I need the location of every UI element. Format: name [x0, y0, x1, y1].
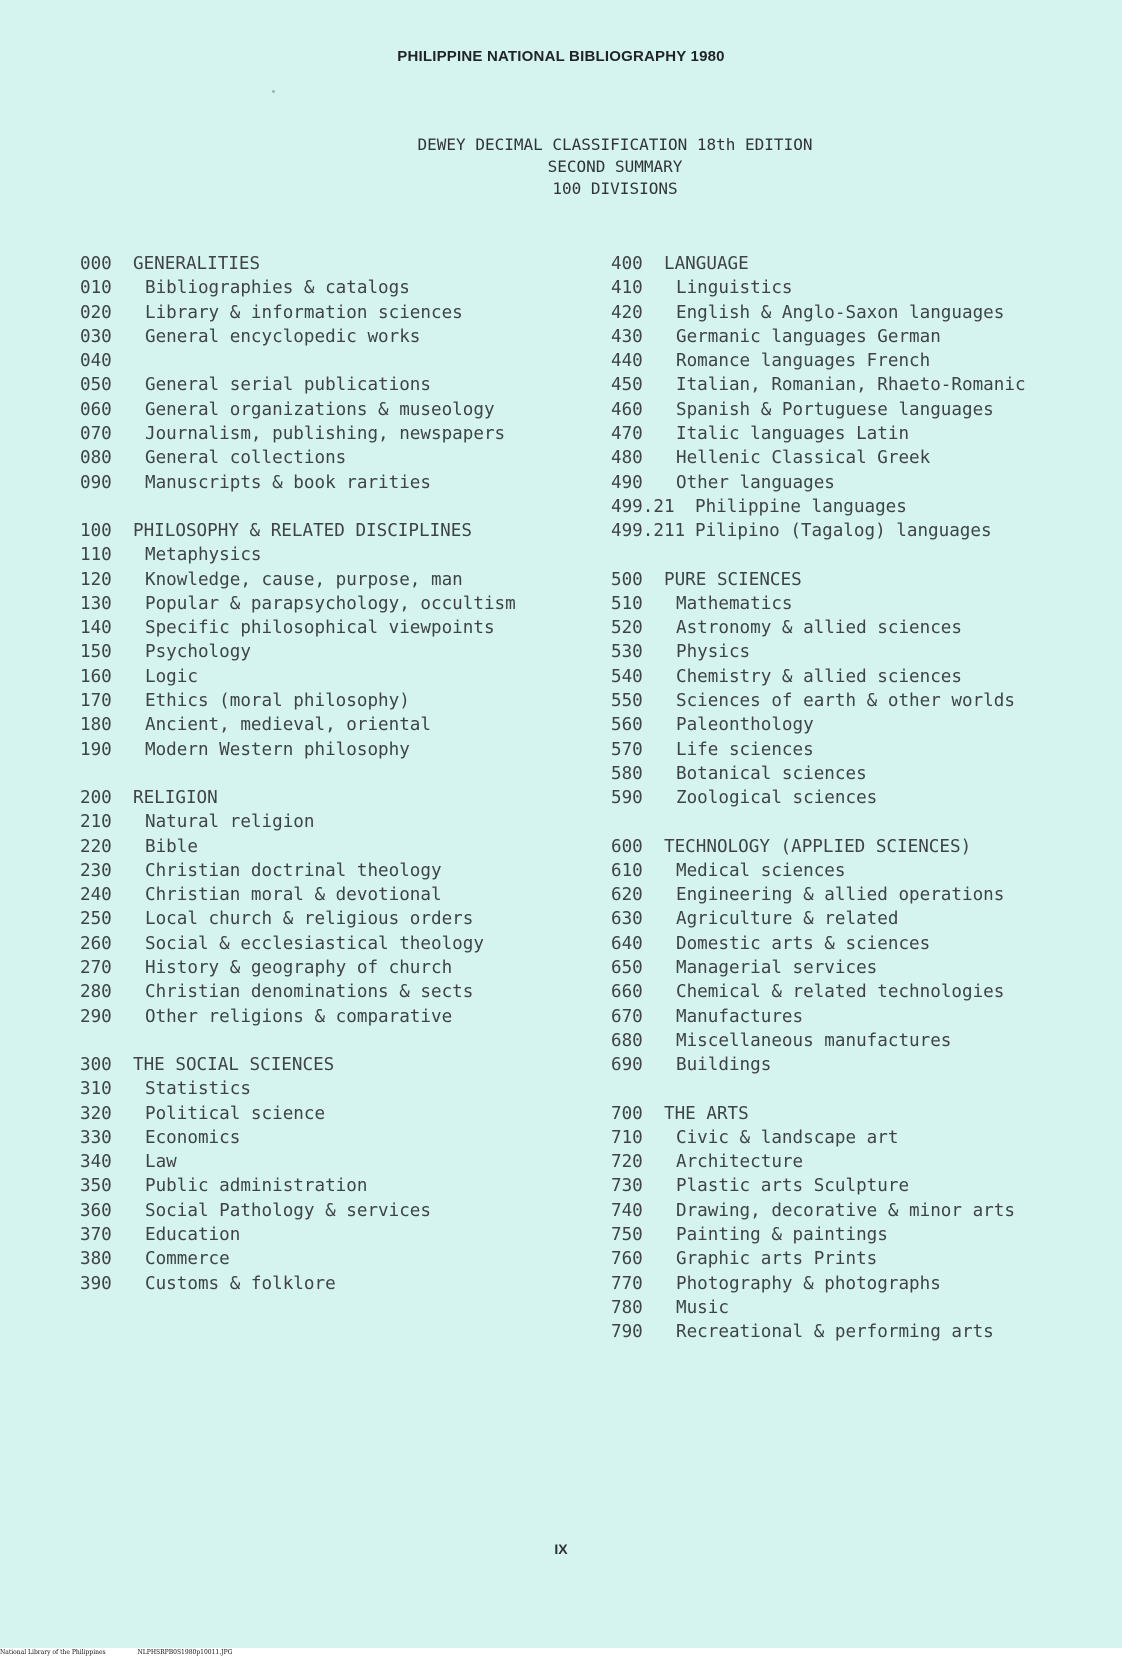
class-group	[80, 1053, 580, 1296]
division-row	[80, 1102, 580, 1126]
class-code: 720	[611, 1152, 643, 1173]
class-code: 110	[80, 545, 112, 566]
class-label: Ethics (moral philosophy)	[145, 691, 410, 712]
division-row	[80, 883, 580, 907]
class-code: 499.211	[611, 521, 686, 542]
class-label: Botanical sciences	[676, 763, 867, 784]
division-row	[80, 738, 580, 762]
class-code: 440	[611, 351, 643, 372]
division-row	[80, 422, 580, 446]
class-label: Statistics	[145, 1079, 251, 1100]
division-row	[611, 859, 1111, 883]
class-code: 090	[80, 472, 112, 493]
division-row	[80, 640, 580, 664]
class-label: Astronomy & allied sciences	[676, 618, 962, 639]
class-label: Sciences of earth & other worlds	[676, 691, 1015, 712]
class-label: English & Anglo-Saxon languages	[676, 302, 1005, 323]
left-column	[80, 252, 580, 1320]
class-code: 240	[80, 885, 112, 906]
class-label: Music	[676, 1297, 729, 1318]
division-row	[611, 519, 1111, 543]
class-code: 200	[80, 787, 112, 808]
division-row	[611, 446, 1111, 470]
class-code: 590	[611, 788, 643, 809]
class-code: 660	[611, 982, 643, 1003]
class-code: 640	[611, 933, 643, 954]
class-label: History & geography of church	[145, 958, 453, 979]
main-class-row	[611, 568, 1111, 592]
class-code: 480	[611, 448, 643, 469]
class-code: 690	[611, 1055, 643, 1076]
main-class-row	[80, 252, 580, 276]
class-label: Christian denominations & sects	[145, 982, 474, 1003]
class-code: 570	[611, 739, 643, 760]
class-label: General serial publications	[145, 375, 431, 396]
class-code: 210	[80, 812, 112, 833]
division-row	[611, 1150, 1111, 1174]
class-code: 120	[80, 569, 112, 590]
class-label: Hellenic Classical Greek	[676, 448, 931, 469]
class-code: 060	[80, 399, 112, 420]
division-row	[611, 1005, 1111, 1029]
division-row	[611, 1053, 1111, 1077]
class-label: PHILOSOPHY & RELATED DISCIPLINES	[133, 520, 472, 541]
main-class-row	[80, 1053, 580, 1077]
division-row	[611, 301, 1111, 325]
class-code: 170	[80, 691, 112, 712]
class-label: Drawing, decorative & minor arts	[676, 1200, 1015, 1221]
class-label: Medical sciences	[676, 860, 846, 881]
class-code: 340	[80, 1152, 112, 1173]
right-column	[611, 252, 1111, 1368]
class-code: 500	[611, 569, 643, 590]
class-code: 360	[80, 1200, 112, 1221]
class-label: Education	[145, 1224, 241, 1245]
class-code: 020	[80, 302, 112, 323]
class-label: Painting & paintings	[676, 1224, 888, 1245]
title-line: DEWEY DECIMAL CLASSIFICATION 18th EDITION	[417, 135, 813, 154]
running-header: PHILIPPINE NATIONAL BIBLIOGRAPHY 1980	[397, 48, 725, 65]
division-row	[611, 907, 1111, 931]
class-label: Italian, Romanian, Rhaeto-Romanic	[676, 375, 1026, 396]
class-code: 420	[611, 302, 643, 323]
division-row	[611, 1223, 1111, 1247]
class-label: THE SOCIAL SCIENCES	[133, 1054, 335, 1075]
class-label: Customs & folklore	[145, 1273, 336, 1294]
class-label: Psychology	[145, 642, 251, 663]
division-row	[611, 1272, 1111, 1296]
class-label: Natural religion	[145, 812, 315, 833]
division-row	[80, 398, 580, 422]
class-label: Specific philosophical viewpoints	[145, 618, 495, 639]
division-row	[611, 276, 1111, 300]
class-label: Bible	[145, 836, 198, 857]
division-row	[80, 713, 580, 737]
class-code: 760	[611, 1249, 643, 1270]
class-group	[611, 1102, 1111, 1345]
class-code: 030	[80, 326, 112, 347]
class-code: 780	[611, 1297, 643, 1318]
division-row	[80, 543, 580, 567]
class-code: 260	[80, 933, 112, 954]
class-label: Commerce	[145, 1249, 230, 1270]
class-label: General organizations & museology	[145, 399, 495, 420]
class-code: 450	[611, 375, 643, 396]
class-label: Political science	[145, 1103, 326, 1124]
class-code: 390	[80, 1273, 112, 1294]
class-label: Life sciences	[676, 739, 814, 760]
division-row	[611, 713, 1111, 737]
class-label: Plastic arts Sculpture	[676, 1176, 910, 1197]
division-row	[611, 471, 1111, 495]
division-row	[611, 956, 1111, 980]
page-number: IX	[554, 1541, 568, 1557]
class-code: 430	[611, 326, 643, 347]
class-label: Social & ecclesiastical theology	[145, 933, 484, 954]
class-label: Public administration	[145, 1176, 368, 1197]
class-code: 370	[80, 1224, 112, 1245]
division-row	[80, 1247, 580, 1271]
division-row	[611, 1247, 1111, 1271]
class-group	[80, 519, 580, 762]
division-row	[611, 786, 1111, 810]
class-label: Italic languages Latin	[676, 424, 910, 445]
scan-credit	[0, 1648, 1122, 1658]
class-code: 490	[611, 472, 643, 493]
class-label: Manufactures	[676, 1006, 804, 1027]
division-row	[611, 422, 1111, 446]
class-code: 300	[80, 1054, 112, 1075]
division-row	[80, 471, 580, 495]
class-label: Mathematics	[676, 593, 793, 614]
class-label: Other religions & comparative	[145, 1006, 453, 1027]
division-row	[611, 1029, 1111, 1053]
class-code: 130	[80, 593, 112, 614]
class-code: 790	[611, 1322, 643, 1343]
division-row	[611, 1174, 1111, 1198]
class-label: Spanish & Portuguese languages	[676, 399, 994, 420]
class-label: Linguistics	[676, 278, 793, 299]
class-label: Graphic arts Prints	[676, 1249, 878, 1270]
class-group	[80, 786, 580, 1029]
division-row	[611, 592, 1111, 616]
class-label: Chemistry & allied sciences	[676, 666, 962, 687]
class-code: 460	[611, 399, 643, 420]
class-code: 650	[611, 958, 643, 979]
class-code: 150	[80, 642, 112, 663]
class-code: 540	[611, 666, 643, 687]
class-label: Metaphysics	[145, 545, 262, 566]
division-row	[80, 956, 580, 980]
division-row	[80, 1223, 580, 1247]
division-row	[611, 980, 1111, 1004]
division-row	[611, 373, 1111, 397]
division-row	[80, 592, 580, 616]
division-row	[80, 373, 580, 397]
division-row	[80, 1150, 580, 1174]
class-label: Logic	[145, 666, 198, 687]
main-class-row	[611, 1102, 1111, 1126]
division-row	[80, 907, 580, 931]
class-label: Pilipino (Tagalog) languages	[695, 521, 992, 542]
class-label: General encyclopedic works	[145, 326, 421, 347]
division-row	[611, 349, 1111, 373]
division-row	[80, 1199, 580, 1223]
class-label: General collections	[145, 448, 347, 469]
class-code: 499.21	[611, 496, 675, 517]
division-row	[80, 325, 580, 349]
class-label: Law	[145, 1152, 177, 1173]
class-code: 280	[80, 982, 112, 1003]
class-code: 100	[80, 520, 112, 541]
class-code: 320	[80, 1103, 112, 1124]
class-group	[611, 568, 1111, 811]
class-code: 230	[80, 860, 112, 881]
class-label: Popular & parapsychology, occultism	[145, 593, 516, 614]
class-label: Engineering & allied operations	[676, 885, 1005, 906]
class-code: 530	[611, 642, 643, 663]
class-label: Knowledge, cause, purpose, man	[145, 569, 463, 590]
division-row	[80, 1077, 580, 1101]
class-code: 290	[80, 1006, 112, 1027]
class-label: Philippine languages	[695, 496, 907, 517]
class-label: Christian doctrinal theology	[145, 860, 442, 881]
division-row	[611, 495, 1111, 519]
class-code: 330	[80, 1127, 112, 1148]
subtitle-line: 100 DIVISIONS	[552, 179, 678, 198]
division-row	[611, 689, 1111, 713]
class-code: 710	[611, 1127, 643, 1148]
division-row	[80, 568, 580, 592]
main-class-row	[80, 786, 580, 810]
division-row	[80, 810, 580, 834]
class-label: Photography & photographs	[676, 1273, 941, 1294]
class-code: 470	[611, 424, 643, 445]
division-row	[611, 616, 1111, 640]
class-code: 560	[611, 715, 643, 736]
main-class-row	[611, 835, 1111, 859]
division-row	[80, 665, 580, 689]
class-code: 000	[80, 254, 112, 274]
class-code: 070	[80, 424, 112, 445]
class-label: Paleonthology	[676, 715, 814, 736]
class-label: Library & information sciences	[145, 302, 463, 323]
class-label: Ancient, medieval, oriental	[145, 715, 431, 736]
class-code: 670	[611, 1006, 643, 1027]
class-label: Romance languages French	[676, 351, 931, 372]
division-row	[80, 276, 580, 300]
class-label: Architecture	[676, 1152, 804, 1173]
class-code: 190	[80, 739, 112, 760]
class-label: Recreational & performing arts	[676, 1322, 994, 1343]
class-group	[80, 252, 580, 495]
class-code: 410	[611, 278, 643, 299]
class-label: Journalism, publishing, newspapers	[145, 424, 506, 445]
class-label: Chemical & related technologies	[676, 982, 1005, 1003]
ink-speck	[272, 90, 275, 93]
class-code: 050	[80, 375, 112, 396]
division-row	[611, 665, 1111, 689]
division-row	[611, 640, 1111, 664]
class-code: 040	[80, 351, 112, 372]
class-label: THE ARTS	[664, 1103, 749, 1124]
division-row	[611, 762, 1111, 786]
division-row	[611, 325, 1111, 349]
class-group	[611, 835, 1111, 1078]
class-label: Agriculture & related	[676, 909, 899, 930]
class-label: LANGUAGE	[664, 254, 749, 274]
credit-library: National Library of the Philippines	[0, 1649, 106, 1656]
division-row	[611, 932, 1111, 956]
main-class-row	[611, 252, 1111, 276]
class-code: 520	[611, 618, 643, 639]
class-code: 010	[80, 278, 112, 299]
division-row	[80, 349, 580, 373]
division-row	[80, 835, 580, 859]
division-row	[80, 1174, 580, 1198]
class-label: RELIGION	[133, 787, 218, 808]
class-code: 680	[611, 1030, 643, 1051]
class-code: 730	[611, 1176, 643, 1197]
division-row	[80, 932, 580, 956]
class-label: Local church & religious orders	[145, 909, 474, 930]
division-row	[80, 859, 580, 883]
division-row	[80, 446, 580, 470]
class-code: 160	[80, 666, 112, 687]
class-code: 180	[80, 715, 112, 736]
class-label: Miscellaneous manufactures	[676, 1030, 952, 1051]
class-label: Buildings	[676, 1055, 772, 1076]
class-label: Economics	[145, 1127, 241, 1148]
class-code: 750	[611, 1224, 643, 1245]
class-code: 400	[611, 254, 643, 274]
division-row	[611, 1320, 1111, 1344]
division-row	[611, 1296, 1111, 1320]
division-row	[80, 616, 580, 640]
division-row	[80, 980, 580, 1004]
class-code: 630	[611, 909, 643, 930]
class-code: 140	[80, 618, 112, 639]
division-row	[611, 398, 1111, 422]
class-label: Modern Western philosophy	[145, 739, 410, 760]
class-code: 220	[80, 836, 112, 857]
class-label: Civic & landscape art	[676, 1127, 899, 1148]
division-row	[80, 1126, 580, 1150]
class-label: Manuscripts & book rarities	[145, 472, 431, 493]
class-label	[133, 349, 145, 373]
division-row	[611, 1126, 1111, 1150]
class-code: 770	[611, 1273, 643, 1294]
division-row	[611, 738, 1111, 762]
class-code: 620	[611, 885, 643, 906]
class-group	[611, 252, 1111, 544]
division-row	[80, 301, 580, 325]
class-label: GENERALITIES	[133, 254, 261, 274]
class-label: Managerial services	[676, 958, 878, 979]
class-label: Other languages	[676, 472, 835, 493]
division-row	[611, 883, 1111, 907]
class-label: PURE SCIENCES	[664, 569, 802, 590]
credit-file: NLPHSRPB0S1980p10011.JPG	[137, 1649, 233, 1656]
class-label: Germanic languages German	[676, 326, 941, 347]
class-code: 080	[80, 448, 112, 469]
class-code: 270	[80, 958, 112, 979]
division-row	[611, 1199, 1111, 1223]
class-code: 250	[80, 909, 112, 930]
class-code: 380	[80, 1249, 112, 1270]
class-label: Bibliographies & catalogs	[145, 278, 410, 299]
division-row	[80, 1005, 580, 1029]
class-label: Christian moral & devotional	[145, 885, 442, 906]
class-label: TECHNOLOGY (APPLIED SCIENCES)	[664, 836, 972, 857]
class-code: 740	[611, 1200, 643, 1221]
class-code: 350	[80, 1176, 112, 1197]
division-row	[80, 689, 580, 713]
title-block	[355, 134, 875, 200]
class-label: Social Pathology & services	[145, 1200, 431, 1221]
class-code: 700	[611, 1103, 643, 1124]
class-code: 610	[611, 860, 643, 881]
division-row	[80, 1272, 580, 1296]
class-code: 310	[80, 1079, 112, 1100]
class-code: 600	[611, 836, 643, 857]
class-label: Zoological sciences	[676, 788, 878, 809]
main-class-row	[80, 519, 580, 543]
class-label: Domestic arts & sciences	[676, 933, 931, 954]
class-label: Physics	[676, 642, 751, 663]
subtitle-line: SECOND SUMMARY	[547, 157, 683, 176]
class-code: 580	[611, 763, 643, 784]
class-code: 510	[611, 593, 643, 614]
class-code: 550	[611, 691, 643, 712]
